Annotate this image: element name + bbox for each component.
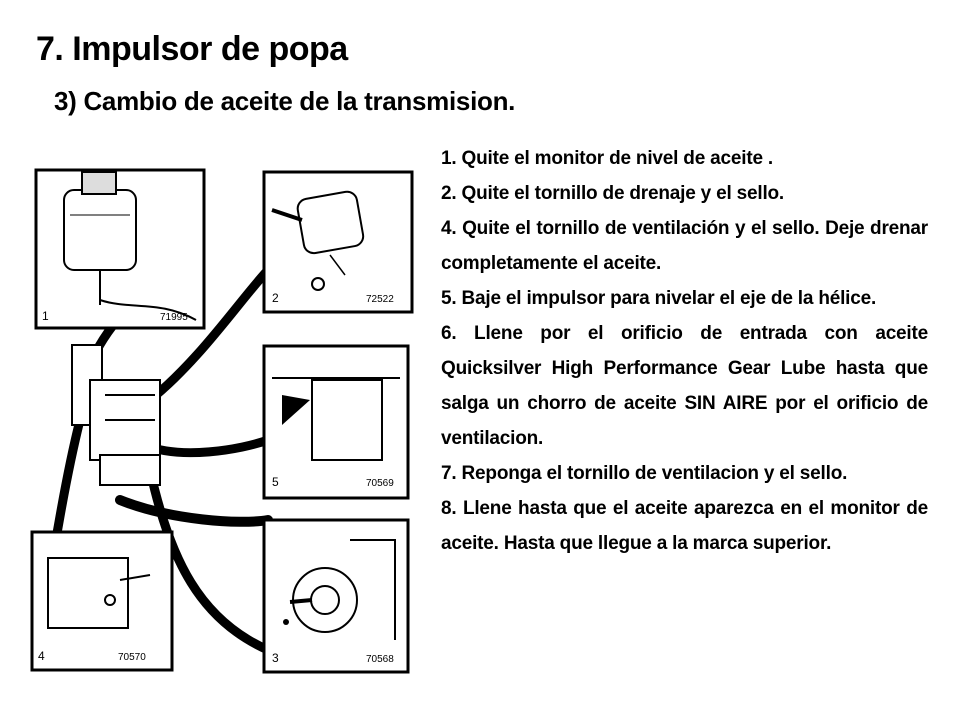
panel-4-code: 70570	[118, 652, 146, 663]
panel-oil-monitor	[36, 170, 204, 328]
panel-4-number: 4	[38, 649, 45, 663]
sterndrive-illustration	[0, 140, 440, 720]
panel-lower-unit	[264, 346, 408, 498]
step-4: 4. Quite el tornillo de ventilación y el sello. Deje drenar completamente el aceite.	[441, 218, 928, 274]
step-8: 8. Llene hasta que el aceite aparezca en el monitor de aceite. Hasta que llegue a la marca superior.	[441, 498, 928, 554]
panel-3-code: 70568	[366, 654, 394, 665]
step-1: 1. Quite el monitor de nivel de aceite .	[441, 148, 773, 169]
panel-1-code: 71995	[160, 312, 188, 323]
panel-gear-housing	[32, 532, 172, 670]
step-7: 7. Reponga el tornillo de ventilacion y el sello.	[441, 463, 848, 484]
step-5: 5. Baje el impulsor para nivelar el eje de la hélice.	[441, 288, 877, 309]
panel-propeller-shaft	[264, 520, 408, 672]
panel-drain-screw	[264, 172, 412, 312]
panel-1-number: 1	[42, 309, 49, 323]
sterndrive-unit	[72, 345, 160, 485]
page-subtitle: 3) Cambio de aceite de la transmision.	[54, 86, 516, 116]
instruction-list	[441, 141, 928, 561]
page-title: 7. Impulsor de popa	[36, 30, 348, 68]
step-2: 2. Quite el tornillo de drenaje y el sello.	[441, 183, 785, 204]
step-6: 6. Llene por el orificio de entrada con aceite Quicksilver High Performance Gear Lube hasta que salga un chorro de aceite SIN AIRE por el orificio de ventilacion.	[441, 323, 928, 449]
panel-5-code: 70569	[366, 478, 394, 489]
panel-3-number: 3	[272, 651, 279, 665]
panel-5-number: 5	[272, 475, 279, 489]
panel-2-code: 72522	[366, 294, 394, 305]
panel-2-number: 2	[272, 291, 279, 305]
